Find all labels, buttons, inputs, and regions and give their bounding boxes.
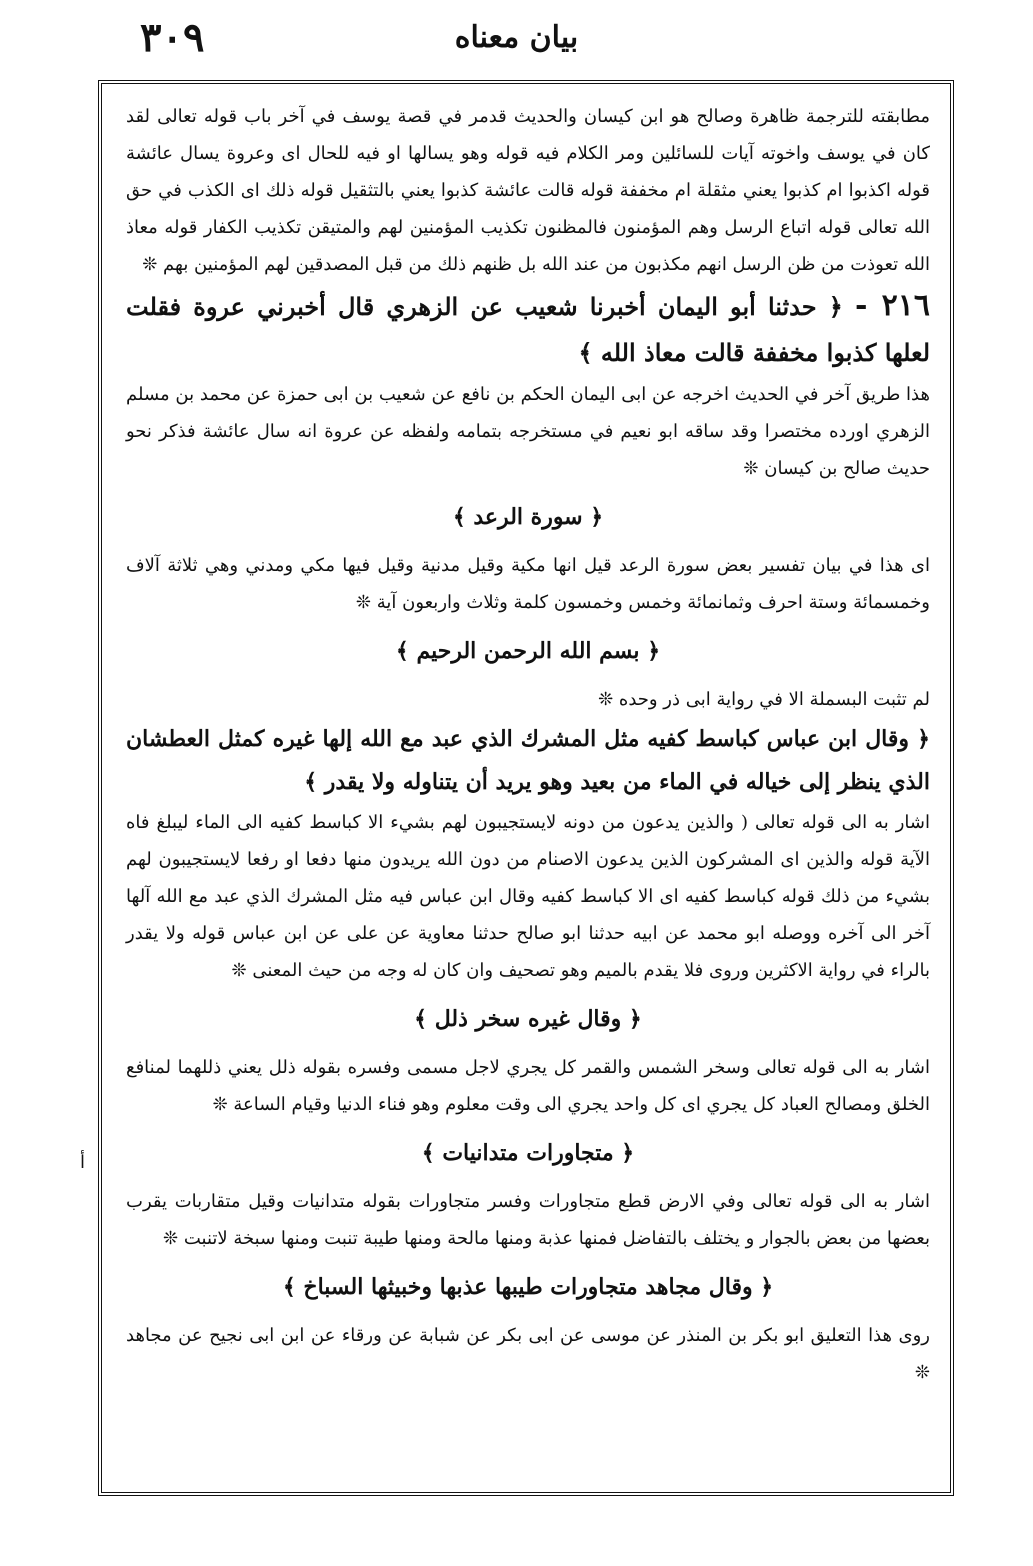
quoted-text: ﴿ وقال ابن عباس كباسط كفيه مثل المشرك الذي عبد مع الله إلها غيره كمثل العطشان الذي ينظر إلى خياله في الماء من بعيد وهو يريد أن يتناوله ولا يقدر ﴾ [126,726,930,795]
commentary-paragraph: مطابقته للترجمة ظاهرة وصالح هو ابن كيسان والحديث قدمر في قصة يوسف في آخر باب قوله تعالى لقد كان في يوسف واخوته آيات للسائلين ومر الكلام فيه قوله وهو يسالها او فيه للحال اى وعروة يسال عائشة قوله اكذبوا ام كذبوا يعني مثقلة ام مخففة قوله قالت عائشة كذبوا يعني بالتثقيل قوله ذلك اى الكذب في حق الله تعالى قوله اتباع الرسل وهم المؤمنون فالمظنون تكذيب المؤمنين لهم والمتيقن تكذيب الكفار قوله معاذ الله تعوذت من ظن الرسل انهم مكذبون من عند الله بل ظنهم ذلك من قبل المصدقين لهم المؤمنين بهم ❊ [126,106,930,275]
page-content [126,98,930,1391]
hadith-text [126,283,930,376]
commentary-paragraph: اشار به الى قوله تعالى وسخر الشمس والقمر كل يجري لاجل مسمى وفسره بقوله ذلل يعني ذللهما لمنافع الخلق ومصالح العباد كل يجري اى كل واحد يجري الى وقت معلوم وهو فناء الدنيا وقيام الساعة ❊ [126,1057,930,1115]
commentary-paragraph: اى هذا في بيان تفسير بعض سورة الرعد قيل انها مكية وقيل مدنية وقيل فيها مكي ومدني وهي ثلاثة آلاف وخمسمائة وستة احرف وثمانمائة وخمس وخمسون كلمة وثلاث واربعون آية ❊ [126,555,930,613]
quoted-heading: ﴿ وقال غيره سخر ذلل ﴾ [414,1006,642,1032]
quoted-heading: ﴿ وقال مجاهد متجاورات طيبها عذبها وخبيثها السباخ ﴾ [282,1274,774,1300]
commentary-paragraph: لم تثبت البسملة الا في رواية ابى ذر وحده ❊ [598,689,930,710]
commentary-paragraph: اشار به الى قوله تعالى ( والذين يدعون من دونه لايستجيبون لهم بشيء الا كباسط كفيه الى الماء ليبلغ فاه الآية قوله والذين اى المشركون الذين يدعون الاصنام من دون الله يريدون منها دفعا او رفعا لايستجيبون لهم بشيء من ذلك قوله كباسط كفيه اى الا كباسط كفيه وقال ابن عباس فيه مثل المشرك الذي عبد مع الله آلها آخر الى آخره ووصله ابو محمد عن ابيه حدثنا ابو صالح حدثنا معاوية عن على عن ابن عباس قوله ولا يقدر بالراء في رواية الاكثرين وروى فلا يقدم بالميم وهو تصحيف وان كان له وجه من حيث المعنى ❊ [126,812,930,981]
page-frame [98,80,954,1496]
hadith-body: ﴿ حدثنا أبو اليمان أخبرنا شعيب عن الزهري قال أخبرني عروة فقلت لعلها كذبوا مخففة قالت معاذ الله ﴾ [126,292,930,367]
basmala-heading: ﴿ بسم الله الرحمن الرحيم ﴾ [395,638,661,664]
margin-note: أ [80,1152,86,1173]
running-title: بيان معناه [454,20,579,55]
hadith-number: ٢١٦ - [854,288,931,323]
commentary-paragraph: هذا طريق آخر في الحديث اخرجه عن ابى اليمان الحكم بن نافع عن شعيب بن ابى حمزة عن محمد بن مسلم الزهري اورده مختصرا وقد ساقه ابو نعيم في مستخرجه بتمامه ولفظه عن عروة انه سال عائشة فذكر نحو حديث صالح بن كيسان ❊ [126,384,930,479]
page-number: ٣٠٩ [140,14,205,61]
quoted-heading: ﴿ متجاورات متدانيات ﴾ [421,1140,635,1166]
commentary-paragraph: روى هذا التعليق ابو بكر بن المنذر عن موسى عن ابى بكر عن شبابة عن ورقاء عن ابن ابى نجيح عن مجاهد ❊ [126,1325,930,1383]
surah-heading: ﴿ سورة الرعد ﴾ [452,504,604,530]
commentary-paragraph: اشار به الى قوله تعالى وفي الارض قطع متجاورات وفسر متجاورات بقوله متدانيات وقيل متقاربات يقرب بعضها من بعض بالجوار و يختلف بالتفاضل فمنها عذبة ومنها مالحة ومنها طيبة تنبت ومنها سبخة لاتنبت ❊ [126,1191,930,1249]
